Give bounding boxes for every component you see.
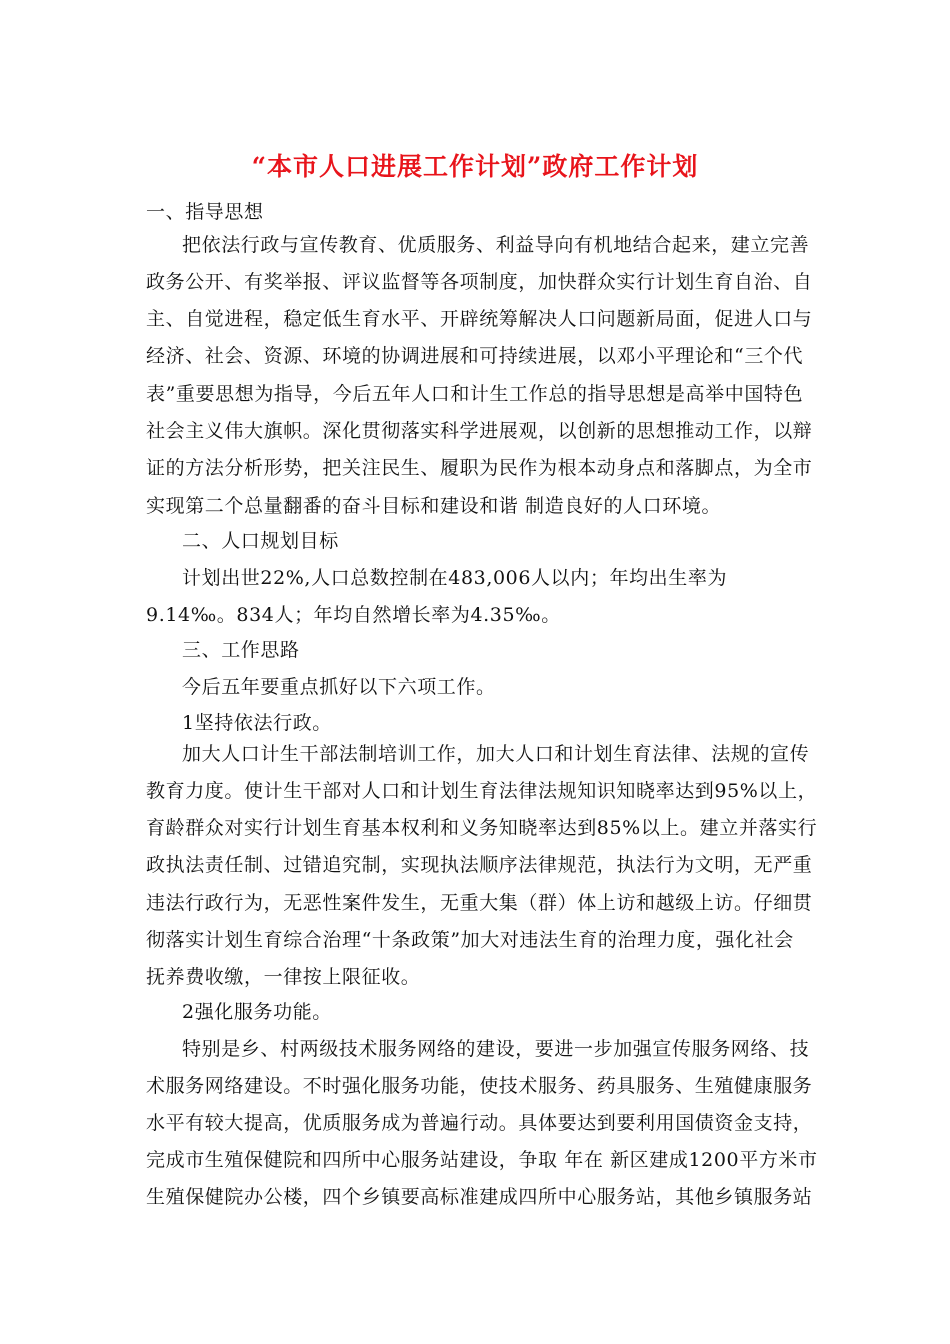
paragraph-line: 彻落实计划生育综合治理“十条政策”加大对违法生育的治理力度，强化社会 — [146, 929, 794, 951]
paragraph-line: 特别是乡、村两级技术服务网络的建设，要进一步加强宣传服务网络、技 — [182, 1038, 810, 1060]
paragraph-line: 把依法行政与宣传教育、优质服务、利益导向有机地结合起来，建立完善 — [182, 234, 810, 256]
paragraph-line: 完成市生殖保健院和四所中心服务站建设，争取 年在 新区建成1200平方米市 — [146, 1149, 818, 1171]
paragraph-line: 主、自觉进程，稳定低生育水平、开辟统筹解决人口问题新局面，促进人口与 — [146, 308, 813, 330]
heading-guiding-thought: 一、指导思想 — [146, 201, 264, 223]
paragraph-line: 抚养费收缴，一律按上限征收。 — [146, 966, 421, 988]
paragraph-line: 术服务网络建设。不时强化服务功能，使技术服务、药具服务、生殖健康服务 — [146, 1075, 813, 1097]
paragraph-line: 育龄群众对实行计划生育基本权利和义务知晓率达到85%以上。建立并落实行 — [146, 817, 818, 839]
heading-work-approach: 三、工作思路 — [182, 639, 300, 661]
paragraph-line: 水平有较大提高，优质服务成为普遍行动。具体要达到要利用国债资金支持， — [146, 1112, 813, 1134]
paragraph-line: 表”重要思想为指导，今后五年人口和计生工作总的指导思想是高举中国特色 — [146, 383, 804, 405]
paragraph-line: 证的方法分析形势，把关注民生、履职为民作为根本动身点和落脚点，为全市 — [146, 457, 813, 479]
heading-population-target: 二、人口规划目标 — [182, 530, 339, 552]
paragraph-line: 计划出世22%,人口总数控制在483,006人以内；年均出生率为 — [182, 567, 728, 589]
document-title: “本市人口进展工作计划”政府工作计划 — [251, 152, 699, 181]
paragraph-line: 今后五年要重点抓好以下六项工作。 — [182, 676, 496, 698]
paragraph-line: 生殖保健院办公楼，四个乡镇要高标准建成四所中心服务站，其他乡镇服务站 — [146, 1186, 813, 1208]
paragraph-line: 教育力度。使计生干部对人口和计划生育法律法规知识知晓率达到95%以上， — [146, 780, 818, 802]
subheading-law-administration: 1坚持依法行政。 — [182, 712, 332, 734]
paragraph-line: 违法行政行为，无恶性案件发生，无重大集（群）体上访和越级上访。仔细贯 — [146, 892, 813, 914]
paragraph-line: 9.14‰。834人；年均自然增长率为4.35‰。 — [146, 604, 561, 626]
paragraph-line: 政执法责任制、过错追究制，实现执法顺序法律规范，执法行为文明，无严重 — [146, 854, 813, 876]
paragraph-line: 政务公开、有奖举报、评议监督等各项制度，加快群众实行计划生育自治、自 — [146, 271, 813, 293]
paragraph-line: 经济、社会、资源、环境的协调进展和可持续进展，以邓小平理论和“三个代 — [146, 345, 804, 367]
paragraph-line: 加大人口计生干部法制培训工作，加大人口和计划生育法律、法规的宣传 — [182, 743, 810, 765]
subheading-service-function: 2强化服务功能。 — [182, 1001, 332, 1023]
paragraph-line: 社会主义伟大旗帜。深化贯彻落实科学进展观，以创新的思想推动工作，以辩 — [146, 420, 813, 442]
paragraph-line: 实现第二个总量翻番的奋斗目标和建设和谐 制造良好的人口环境。 — [146, 495, 722, 517]
